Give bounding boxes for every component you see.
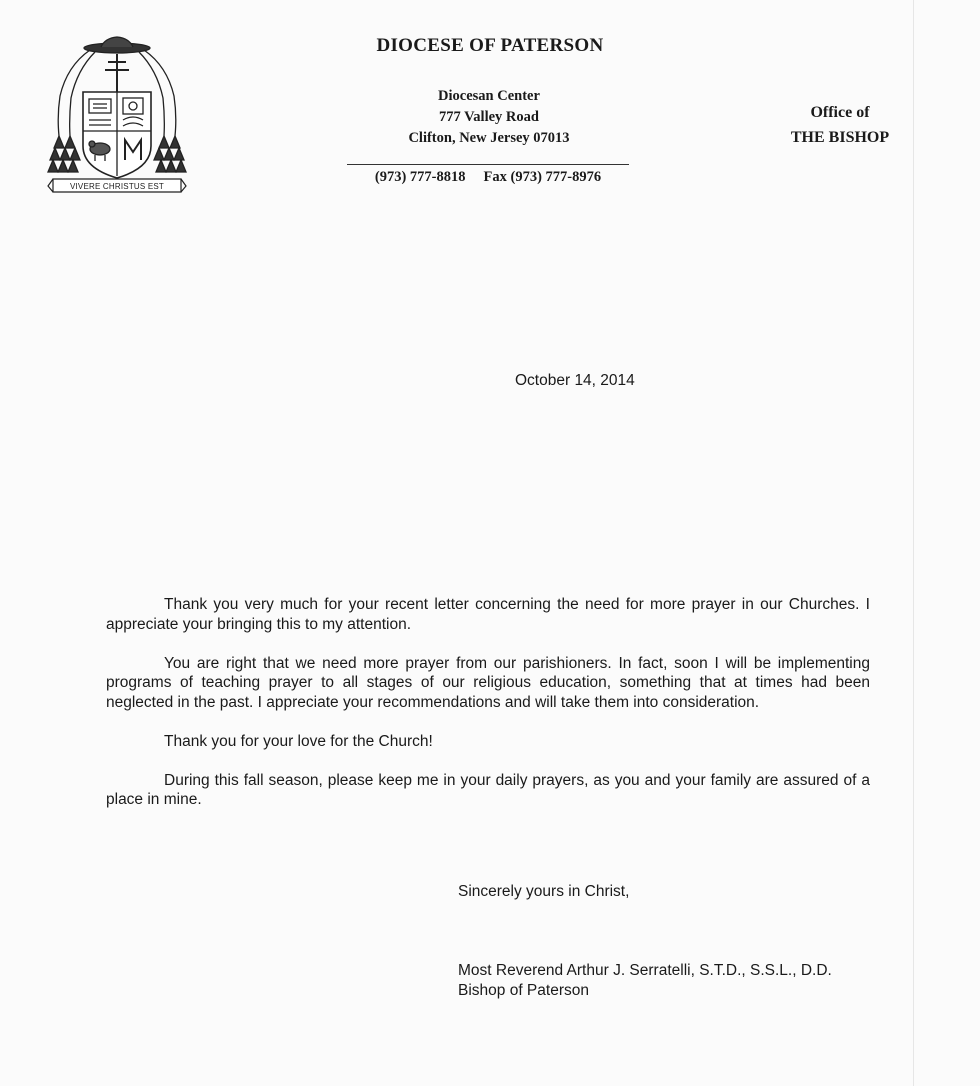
coat-of-arms: [45, 36, 190, 198]
paragraph-4: During this fall season, please keep me in your daily prayers, as you and your family are assured of a place in mine.: [106, 771, 870, 808]
header-divider: [347, 164, 629, 165]
letter-body: [106, 595, 870, 829]
letter-date: October 14, 2014: [515, 372, 635, 389]
office-label: [770, 100, 910, 150]
signer-name: Most Reverend Arthur J. Serratelli, S.T.D., S.S.L., D.D.: [458, 962, 832, 979]
address-line-2: 777 Valley Road: [439, 109, 539, 125]
address-line-1: Diocesan Center: [438, 88, 540, 104]
office-line-2: THE BISHOP: [790, 129, 890, 146]
signature-block: [458, 961, 832, 1001]
signer-title: Bishop of Paterson: [458, 982, 589, 999]
fax-number: Fax (973) 777-8976: [483, 169, 602, 185]
paragraph-3: Thank you for your love for the Church!: [164, 732, 433, 750]
contact-line: [347, 169, 629, 186]
page-edge: [913, 0, 914, 1086]
office-line-1: Office of: [810, 104, 870, 121]
phone-number: (973) 777-8818: [374, 169, 466, 185]
diocese-name: DIOCESE OF PATERSON: [376, 35, 604, 56]
paragraph-1: Thank you very much for your recent letter concerning the need for more prayer in our Churches. I appreciate your bringing this to my attention.: [106, 596, 870, 633]
address-line-3: Clifton, New Jersey 07013: [408, 130, 570, 146]
letter-closing: Sincerely yours in Christ,: [458, 883, 630, 900]
paragraph-2: You are right that we need more prayer from our parishioners. In fact, soon I will be implementing programs of teaching prayer to all stages of our religious education, something that at times had been neglected in the past. I appreciate your recommendations and will take them into consideration.: [106, 654, 870, 711]
crest-motto: VIVERE CHRISTUS EST: [69, 182, 165, 191]
diocesan-address: [350, 86, 628, 149]
coat-of-arms-emblem: [45, 36, 190, 198]
